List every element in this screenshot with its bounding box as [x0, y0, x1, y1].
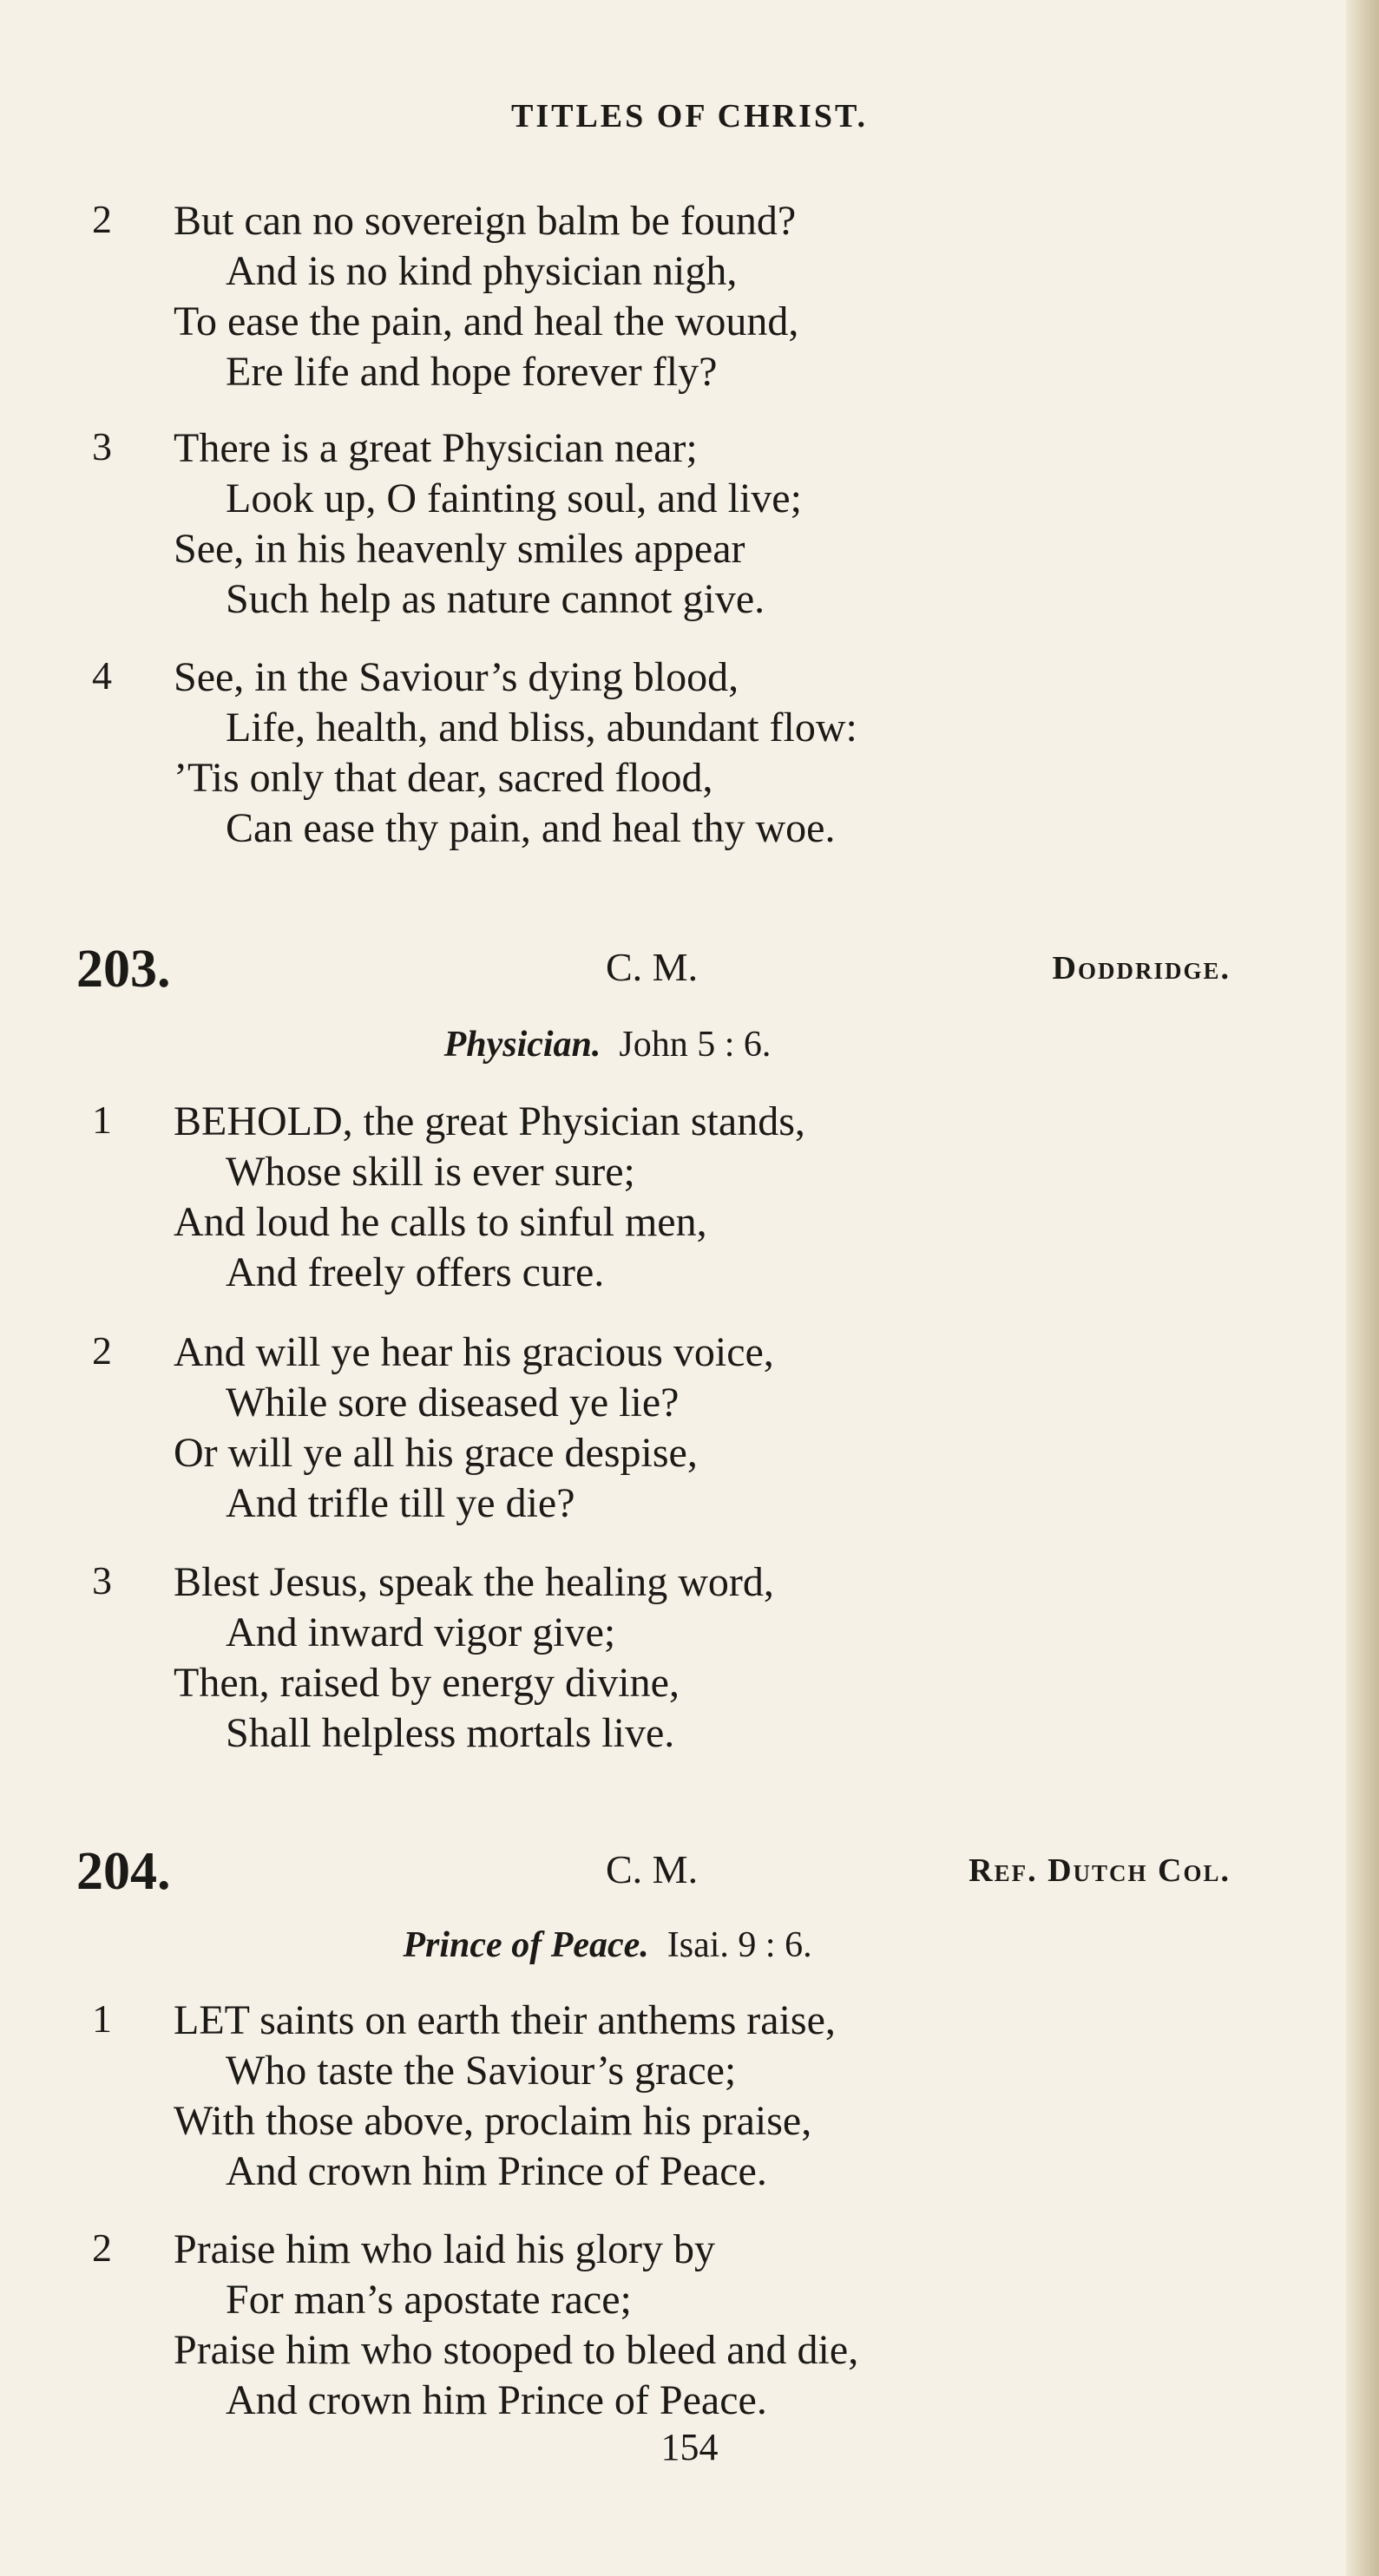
hymn-meter: C. M.	[606, 1847, 699, 1891]
stanza-number: 1	[92, 1996, 112, 2041]
stanza-number: 3	[92, 424, 112, 469]
verse-line: To ease the pain, and heal the wound,	[174, 298, 799, 344]
verse-line: LET saints on earth their anthems raise,	[174, 1997, 836, 2043]
hymn-theme: Physician.	[443, 1025, 601, 1065]
page-number: 154	[660, 2426, 719, 2468]
verse-line: See, in his heavenly smiles appear	[174, 526, 745, 572]
verse-line: Ere life and hope forever fly?	[226, 349, 718, 395]
verse-line: And freely offers cure.	[226, 1249, 605, 1295]
stanza	[92, 196, 1215, 397]
stanza	[92, 1097, 1215, 1298]
verse-line: Shall helpless mortals live.	[226, 1710, 675, 1756]
scripture-reference: John 5 : 6.	[619, 1025, 772, 1065]
hymn-header	[76, 939, 1231, 1000]
verse-line: ’Tis only that dear, sacred flood,	[174, 755, 713, 801]
stanza-number: 2	[92, 2225, 112, 2270]
hymn-number: 204.	[76, 1842, 171, 1901]
hymn-header	[76, 1841, 1231, 1902]
running-head: TITLES OF CHRIST.	[510, 98, 869, 134]
stanza	[92, 2225, 1215, 2426]
stanza-number: 3	[92, 1558, 112, 1603]
verse-line: And is no kind physician nigh,	[226, 248, 738, 294]
hymn-theme: Prince of Peace.	[403, 1925, 649, 1965]
hymn-subtitle	[0, 1024, 1215, 1065]
verse-line: And crown him Prince of Peace.	[226, 2148, 767, 2194]
verse-line: And loud he calls to sinful men,	[174, 1199, 707, 1245]
verse-line: Look up, O fainting soul, and live;	[226, 475, 802, 521]
verse-line: Can ease thy pain, and heal thy woe.	[226, 805, 836, 851]
stanza	[92, 423, 1215, 625]
hymn-meter: C. M.	[606, 945, 699, 989]
verse-line: See, in the Saviour’s dying blood,	[174, 654, 739, 700]
scripture-reference: Isai. 9 : 6.	[667, 1925, 812, 1965]
verse-line: And inward vigor give;	[226, 1609, 616, 1655]
verse-line: While sore diseased ye lie?	[226, 1380, 680, 1426]
verse-line: Praise him who stooped to bleed and die,	[174, 2327, 859, 2373]
stanza	[92, 1327, 1215, 1529]
verse-line: And crown him Prince of Peace.	[226, 2377, 767, 2423]
stanza-number: 2	[92, 1328, 112, 1373]
hymn-number: 203.	[76, 940, 171, 999]
stanza-number: 1	[92, 1098, 112, 1142]
verse-line: With those above, proclaim his praise,	[174, 2098, 812, 2144]
stanza-number: 4	[92, 653, 112, 698]
verse-line: But can no sovereign balm be found?	[174, 198, 797, 244]
verse-line: There is a great Physician near;	[174, 425, 698, 471]
hymn-subtitle	[0, 1924, 1215, 1966]
verse-line: BEHOLD, the great Physician stands,	[174, 1098, 805, 1144]
verse-line: Such help as nature cannot give.	[226, 576, 765, 622]
stanza	[92, 1557, 1215, 1759]
verse-line: Then, raised by energy divine,	[174, 1660, 680, 1706]
stanza-number: 2	[92, 197, 112, 241]
verse-line: Or will ye all his grace despise,	[174, 1430, 698, 1476]
page-edge	[1346, 0, 1379, 2576]
verse-line: Life, health, and bliss, abundant flow:	[226, 705, 857, 751]
hymn-author: Ref. Dutch Col.	[969, 1852, 1231, 1889]
hymn-author: Doddridge.	[1052, 950, 1231, 986]
verse-line: And trifle till ye die?	[226, 1480, 575, 1526]
verse-line: Whose skill is ever sure;	[226, 1149, 635, 1195]
verse-line: Who taste the Saviour’s grace;	[226, 2048, 737, 2094]
verse-line: For man’s apostate race;	[226, 2277, 632, 2323]
verse-line: Blest Jesus, speak the healing word,	[174, 1559, 774, 1605]
stanza	[92, 1996, 1215, 2197]
stanza	[92, 652, 1215, 854]
verse-line: And will ye hear his gracious voice,	[174, 1329, 774, 1375]
verse-line: Praise him who laid his glory by	[174, 2226, 715, 2272]
